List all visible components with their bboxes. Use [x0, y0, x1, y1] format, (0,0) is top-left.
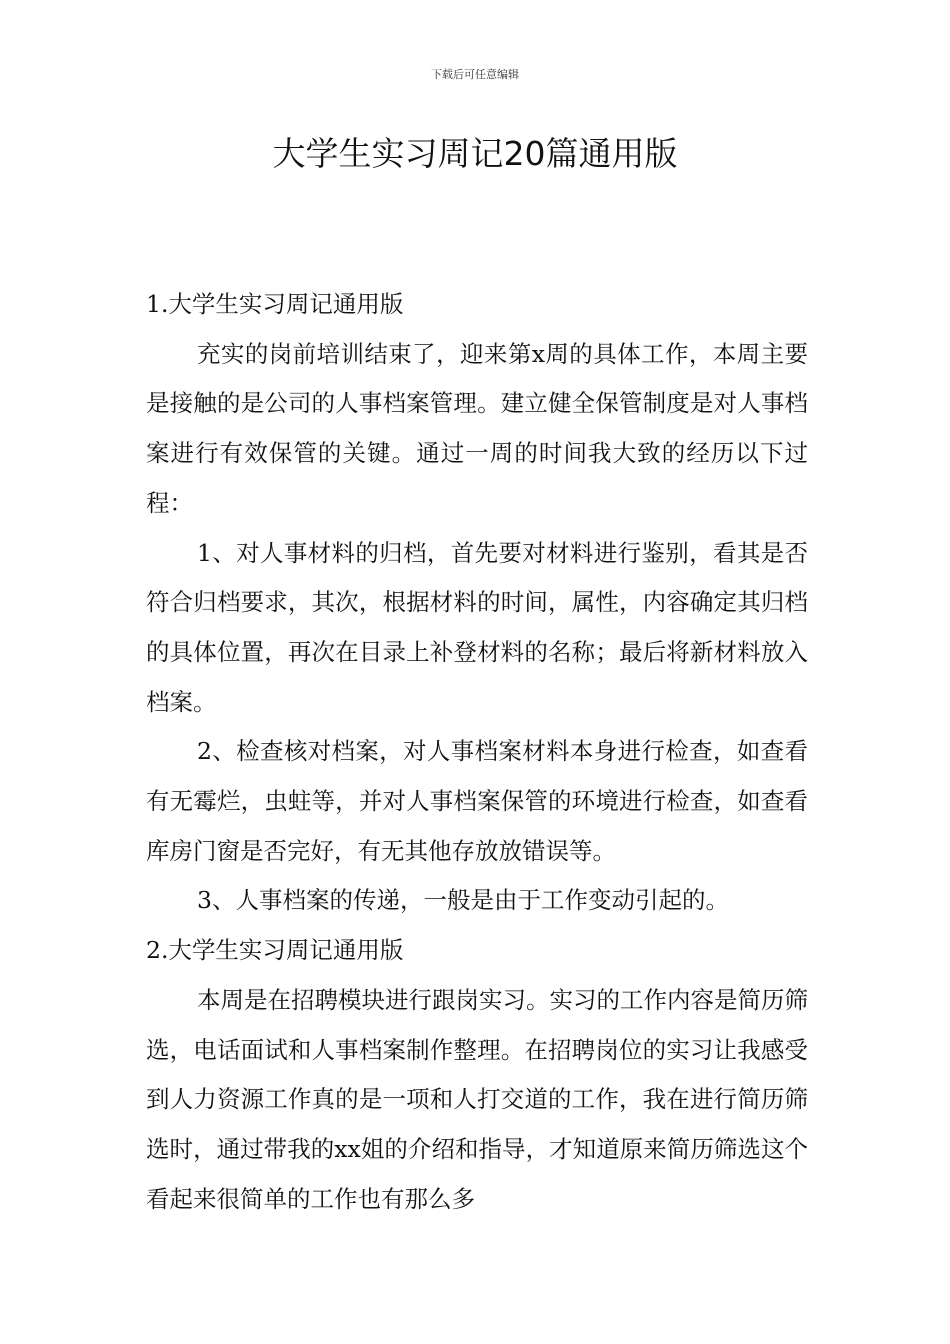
- body-paragraph: 本周是在招聘模块进行跟岗实习。实习的工作内容是简历筛选，电话面试和人事档案制作整理。在招聘岗位的实习让我感受到人力资源工作真的是一项和人打交道的工作，我在进行简历筛选时，通过带我的xx姐的介绍和指导，才知道原来简历筛选这个看起来很简单的工作也有那么多: [146, 985, 808, 1213]
- page-header-note: 下载后可任意编辑: [431, 68, 519, 81]
- section-heading: 1.大学生实习周记通用版: [146, 290, 404, 318]
- document-body: [146, 280, 808, 1224]
- body-paragraph: 3、人事档案的传递，一般是由于工作变动引起的。: [197, 886, 729, 915]
- document-title: 大学生实习周记20篇通用版: [272, 134, 678, 173]
- body-paragraph: 2、检查核对档案，对人事档案材料本身进行检查，如查看有无霉烂，虫蛀等，并对人事档案保管的环境进行检查，如查看库房门窗是否完好，有无其他存放放错误等。: [146, 737, 808, 865]
- body-paragraph: 充实的岗前培训结束了，迎来第x周的具体工作，本周主要是接触的是公司的人事档案管理。建立健全保管制度是对人事档案进行有效保管的关键。通过一周的时间我大致的经历以下过程：: [146, 339, 808, 517]
- section-heading: 2.大学生实习周记通用版: [146, 936, 404, 965]
- body-paragraph: 1、对人事材料的归档，首先要对材料进行鉴别，看其是否符合归档要求，其次，根据材料的时间，属性，内容确定其归档的具体位置，再次在目录上补登材料的名称；最后将新材料放入档案。: [146, 538, 808, 716]
